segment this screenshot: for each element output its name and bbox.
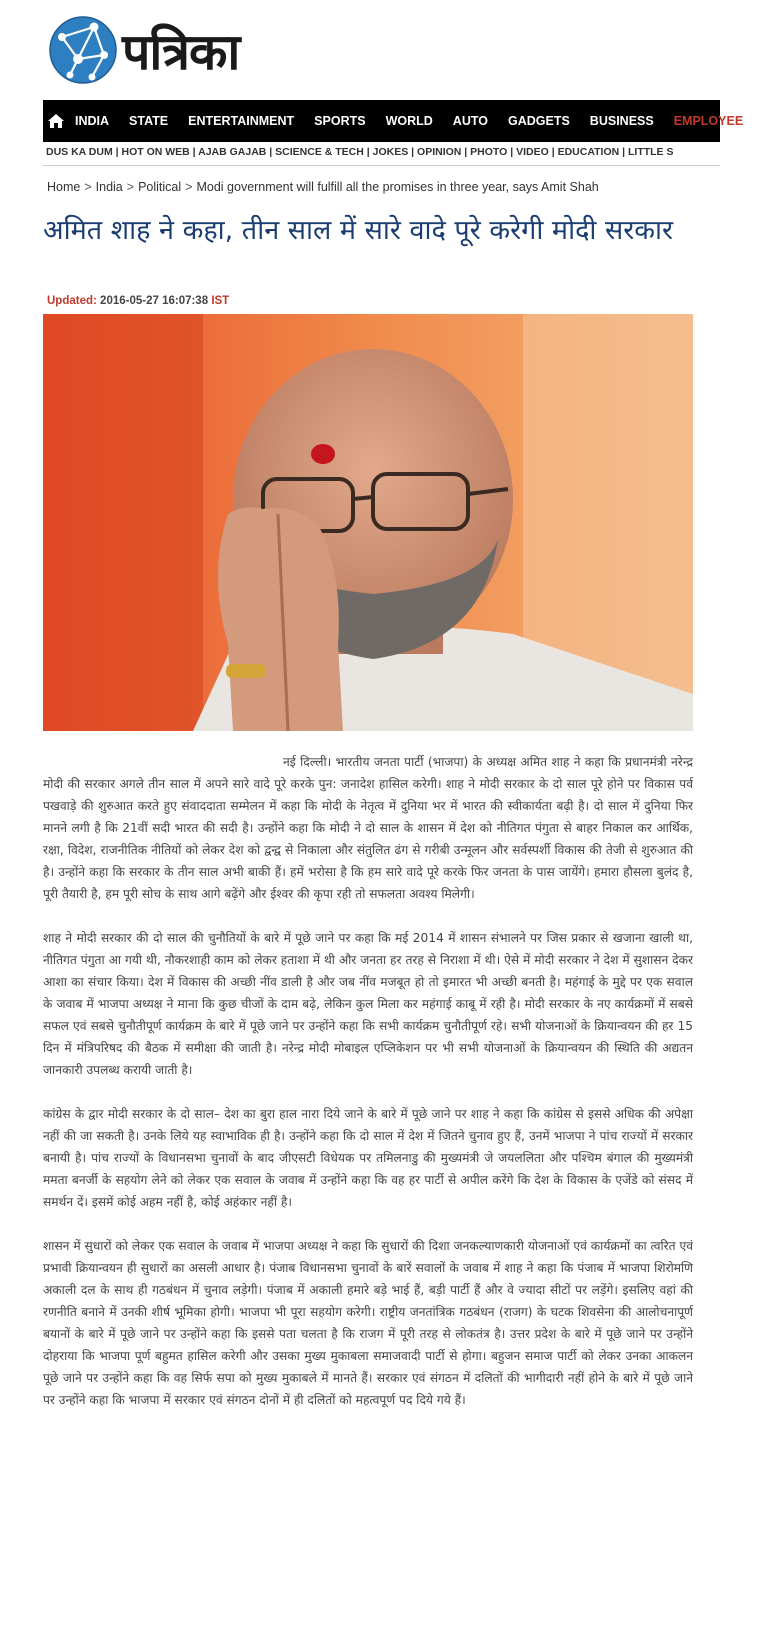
updated-label: Updated: [47, 295, 97, 307]
article-photo-illustration [43, 314, 693, 731]
nav-item-auto[interactable]: AUTO [452, 114, 488, 128]
subnav-item-ajab-gajab[interactable]: AJAB GAJAB [198, 146, 267, 158]
article-photo [43, 314, 693, 731]
article-paragraph: शाह ने मोदी सरकार की दो साल की चुनौतियों के बारे में पूछे जाने पर कहा कि मई 2014 में शासन संभालने पर जिस प्रकार से खजाना खाली था, नीतिगत पंगुता आ गयी थी, नौकरशाही काम को लेकर हताशा में थी और जनता हर तरह से निराशा में थी। ऐसे में मोदी सरकार ने देश में सुशासन देकर आशा का संचार किया। देश में विकास की अच्छी नींव डाली है और जब नींव मजबूत हो तो इमारत भी अच्छी बनती है। महंगाई के मुद्दे पर एक सवाल के जवाब में भाजपा अध्यक्ष ने माना कि कुछ चीजों के दाम बढ़े, लेकिन कुल मिला कर महंगाई काबू में रही है। मोदी सरकार के नए कार्यक्रमों में सबसे सफल एवं सबसे चुनौतीपूर्ण कार्यक्रम के बारे में पूछे जाने पर उन्होंने कहा कि सभी कार्यक्रम चुनौतीपूर्ण रहे। सभी योजनाओं के क्रियान्वयन की हर 15 दिन में मंत्रिपरिषद की बैठक में समीक्षा की जाती है। नरेन्द्र मोदी मोबाइल एप्लिकेशन पर भी सभी योजनाओं के क्रियान्वयन की स्थिति की अद्यतन जानकारी उपलब्ध करायी जाती है। [43, 931, 693, 1077]
breadcrumb-current: Modi government will fulfill all the promises in three year, says Amit Shah [196, 180, 599, 194]
nav-item-sports[interactable]: SPORTS [314, 114, 366, 128]
nav-item-state[interactable]: STATE [129, 114, 169, 128]
nav-item-business[interactable]: BUSINESS [589, 114, 654, 128]
article-paragraph: शासन में सुधारों को लेकर एक सवाल के जवाब में भाजपा अध्यक्ष ने कहा कि सुधारों की दिशा जनकल्याणकारी योजनाओं एवं कार्यक्रमों का त्वरित एवं प्रभावी क्रियान्वयन ही सुधारों का असली आधार है। पंजाब विधानसभा चुनावों के बारें सवालों के जवाब में शाह ने कहा कि पंजाब में भाजपा शिरोमणि अकाली दल के साथ ही गठबंधन में चुनाव लड़ेगी। पंजाब में अकाली हमारे बड़े भाई हैं, बड़ी पार्टी हैं और वे ज्यादा सीटों पर लड़ेंगे। इसलिए वहां की रणनीति बनाने में उनकी शीर्ष भूमिका होगी। भाजपा भी पूरा सहयोग करेगी। राष्ट्रीय जनतांत्रिक गठबंधन (राजग) के घटक शिवसेना की आलोचनापूर्ण बयानों के बारे में पूछे जाने पर उन्होंने कहा कि इससे पता चलता है कि राजग में पूरी तरह से लोकतंत्र है। उत्तर प्रदेश के बारे में पूछे जाने पर उन्होंने दोहराया कि भाजपा पूर्ण बहुमत हासिल करेगी और उसका मुख्य मुकाबला समाजवादी पार्टी से होगा। बहुजन समाज पार्टी को लेकर उनका आकलन पूछे जाने पर उन्होंने कहा कि वह सिर्फ सपा को मुख्य मुकाबले में मानते हैं। सरकार एवं संगठन में दलितों की भागीदारी नहीं होने के बारे में पूछे जाने पर उन्होंने कहा कि भाजपा में सरकार एवं संगठन दोनों में ही दलितों को महत्वपूर्ण पद दिये गये हैं। [43, 1239, 693, 1407]
breadcrumb-separator: > [185, 180, 193, 194]
main-nav [43, 100, 744, 142]
article-paragraph: कांग्रेस के द्वार मोदी सरकार के दो साल– देश का बुरा हाल नारा दिये जाने के बारे में पूछे जाने पर शाह ने कहा कि कांग्रेस से इससे अधिक की अपेक्षा नहीं की जा सकती है। उनके लिये यह स्वाभाविक ही है। उन्होंने कहा कि दो साल में देश में जितने चुनाव हुए हैं, उनमें भाजपा ने पांच राज्यों में सरकार बनायी है। पांच राज्यों के विधानसभा चुनावों के बाद जीएसटी विधेयक पर तमिलनाडु की मुख्यमंत्री जे जयललिता और पश्चिम बंगाल की मुख्यमंत्री ममता बनर्जी के सहयोग लेने को लेकर एक सवाल के जवाब में उन्होंने कहा कि वह हर पार्टी से अपील करेंगे कि देश के विकास के एजेंडे को संसद में समर्थन दें। इसमें कोई अहम नहीं है, कोई अहंकार नहीं है। [43, 1107, 694, 1209]
home-icon[interactable] [47, 100, 65, 142]
subnav-item-hot-on-web[interactable]: HOT ON WEB [121, 146, 190, 158]
nav-item-entertainment[interactable]: ENTERTAINMENT [188, 114, 295, 128]
logo-text: पत्रिका [122, 23, 240, 81]
subnav-item-photo[interactable]: PHOTO [470, 146, 508, 158]
breadcrumb-political[interactable]: Political [138, 180, 182, 194]
subnav-item-jokes[interactable]: JOKES [372, 146, 409, 158]
updated-timestamp [47, 295, 229, 307]
updated-timezone: IST [211, 295, 230, 307]
breadcrumb-home[interactable]: Home [47, 180, 81, 194]
subnav-item-education[interactable]: EDUCATION [557, 146, 620, 158]
article-body [43, 751, 693, 1433]
article-headline: अमित शाह ने कहा, तीन साल में सारे वादे पूरे करेगी मोदी सरकार [43, 215, 674, 246]
sub-nav: DUS KA DUM | HOT ON WEB | AJAB GAJAB | SCIENCE & TECH | JOKES | OPINION | PHOTO | VIDEO | EDUCATION | LITTLE S [43, 146, 720, 166]
article-paragraph: नई दिल्ली। भारतीय जनता पार्टी (भाजपा) के अध्यक्ष अमित शाह ने कहा कि प्रधानमंत्री नरेन्द्र मोदी की सरकार अगले तीन साल में अपने सारे वादे पूरे करके पुन: जनादेश हासिल करेगी। शाह ने मोदी सरकार के दो साल पूरे होने पर विकास पर्व पखवाड़े की शुरुआत करते हुए संवाददाता सम्मेलन में कहा कि मोदी के नेतृत्व में दुनिया भर में भारत की स्वीकार्यता बढ़ी है। दो साल में दुनिया फिर मानने लगी है कि 21वीं सदी भारत की सदी है। उन्होंने कहा कि मोदी ने दो साल के शासन में देश को नीतिगत पंगुता से बाहर निकाल कर आर्थिक, रक्षा, विदेश, राजनीतिक नीतियों को लेकर देश को द्वन्द्व से निकाला और संतुलित ढंग से गरीबी उन्मूलन और सर्वस्पर्शी विकास की तेजी से शुरुआत की है। उन्होंने कहा कि सरकार के तीन साल अभी बाकी हैं। हमें भरोसा है कि हम सारे वादे पूरे करके फिर जनता के पास जायेंगे। हमारा हौसला बुलंद है, पूरी तैयारी है, हम पूरी सोच के साथ आगे बढ़ेंगे और ईश्वर की कृपा रही तो सफलता अवश्य मिलेगी। [43, 755, 693, 901]
breadcrumb-separator: > [126, 180, 135, 194]
globe-logo-icon [48, 15, 118, 85]
subnav-item-science-tech[interactable]: SCIENCE & TECH [275, 146, 364, 158]
subnav-item-video[interactable]: VIDEO [516, 146, 549, 158]
nav-item-world[interactable]: WORLD [385, 114, 433, 128]
site-logo[interactable] [48, 14, 288, 86]
nav-item-employee[interactable]: EMPLOYEE [673, 114, 744, 128]
nav-item-india[interactable]: INDIA [75, 114, 110, 128]
subnav-item-little[interactable]: LITTLE S [627, 146, 674, 158]
subnav-item-opinion[interactable]: OPINION [417, 146, 462, 158]
updated-value: 2016-05-27 16:07:38 [100, 295, 209, 307]
breadcrumb [47, 180, 599, 194]
breadcrumb-separator: > [84, 180, 92, 194]
nav-item-gadgets[interactable]: GADGETS [507, 114, 570, 128]
subnav-item-dus-ka-dum[interactable]: DUS KA DUM [46, 146, 113, 158]
breadcrumb-india[interactable]: India [95, 180, 123, 194]
